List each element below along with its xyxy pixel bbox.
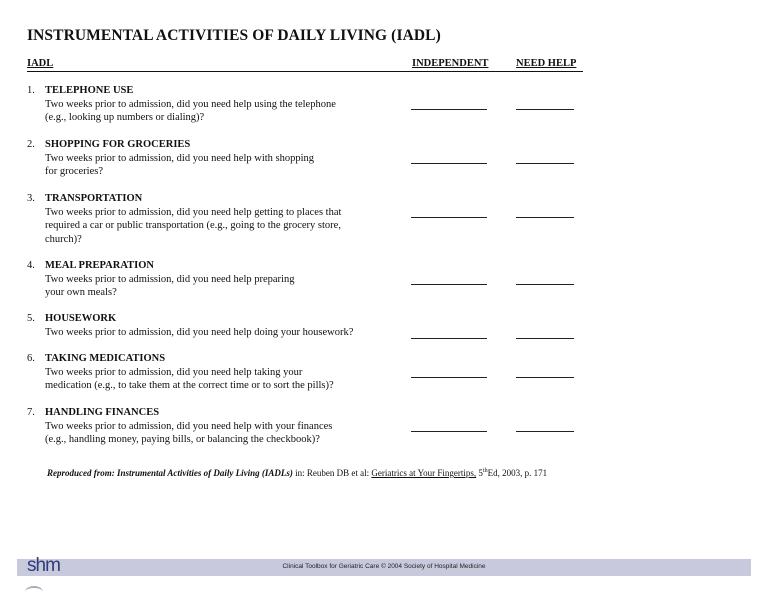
item-number: 7.	[27, 407, 35, 418]
logo-arc-icon	[25, 586, 43, 598]
need-help-answer-line[interactable]	[516, 431, 574, 432]
item-question: Two weeks prior to admission, did you need help taking your medication (e.g., to take them at the correct time or to sort the pills)?	[45, 366, 334, 391]
independent-answer-line[interactable]	[411, 284, 487, 285]
independent-answer-line[interactable]	[411, 109, 487, 110]
item-question: Two weeks prior to admission, did you need help doing your housework?	[45, 326, 354, 338]
independent-answer-line[interactable]	[411, 377, 487, 378]
independent-answer-line[interactable]	[411, 163, 487, 164]
shm-logo: shm	[27, 555, 60, 576]
need-help-answer-line[interactable]	[516, 109, 574, 110]
item-name: MEAL PREPARATION	[45, 260, 154, 271]
item-question: Two weeks prior to admission, did you need help with your finances (e.g., handling money, paying bills, or balancing the checkbook)?	[45, 420, 333, 445]
independent-answer-line[interactable]	[411, 217, 487, 218]
footnote-edition-sup: th	[482, 468, 488, 474]
item-name: TAKING MEDICATIONS	[45, 353, 166, 364]
need-help-answer-line[interactable]	[516, 284, 574, 285]
footnote-authors: in: Reuben DB et al:	[292, 468, 372, 478]
independent-answer-line[interactable]	[411, 338, 487, 339]
need-help-answer-line[interactable]	[516, 217, 574, 218]
item-number: 1.	[27, 85, 35, 96]
item-name: TELEPHONE USE	[45, 85, 134, 96]
footnote-source: Reproduced from: Instrumental Activities of Daily Living (IADLs)	[47, 468, 293, 478]
table-header	[27, 58, 583, 72]
footnote-details: Ed, 2003, p. 171	[487, 468, 548, 478]
footer-bar	[17, 559, 751, 576]
item-number: 6.	[27, 353, 35, 364]
item-name: HOUSEWORK	[45, 313, 117, 324]
item-number: 4.	[27, 260, 35, 271]
item-question: Two weeks prior to admission, did you need help getting to places that required a car or public transportation (e.g., going to the grocery store, church)?	[45, 206, 342, 245]
item-number: 5.	[27, 313, 35, 324]
need-help-answer-line[interactable]	[516, 377, 574, 378]
citation-footnote	[47, 468, 547, 478]
item-number: 2.	[27, 139, 35, 150]
item-name: SHOPPING FOR GROCERIES	[45, 139, 191, 150]
header-iadl: IADL	[27, 58, 54, 69]
item-question: Two weeks prior to admission, did you need help using the telephone (e.g., looking up numbers or dialing)?	[45, 98, 336, 123]
header-need-help: NEED HELP	[516, 58, 577, 69]
item-question: Two weeks prior to admission, did you need help with shopping for groceries?	[45, 152, 315, 177]
need-help-answer-line[interactable]	[516, 338, 574, 339]
page-title: INSTRUMENTAL ACTIVITIES OF DAILY LIVING (IADL)	[27, 27, 441, 44]
header-independent: INDEPENDENT	[412, 58, 489, 69]
footnote-edition: 5	[476, 468, 483, 478]
item-question: Two weeks prior to admission, did you need help preparing your own meals?	[45, 273, 295, 298]
independent-answer-line[interactable]	[411, 431, 487, 432]
footer-copyright: Clinical Toolbox for Geriatric Care © 2004 Society of Hospital Medicine	[282, 563, 486, 570]
need-help-answer-line[interactable]	[516, 163, 574, 164]
item-name: TRANSPORTATION	[45, 193, 143, 204]
footnote-book: Geriatrics at Your Fingertips,	[371, 468, 477, 478]
item-name: HANDLING FINANCES	[45, 407, 160, 418]
item-number: 3.	[27, 193, 35, 204]
